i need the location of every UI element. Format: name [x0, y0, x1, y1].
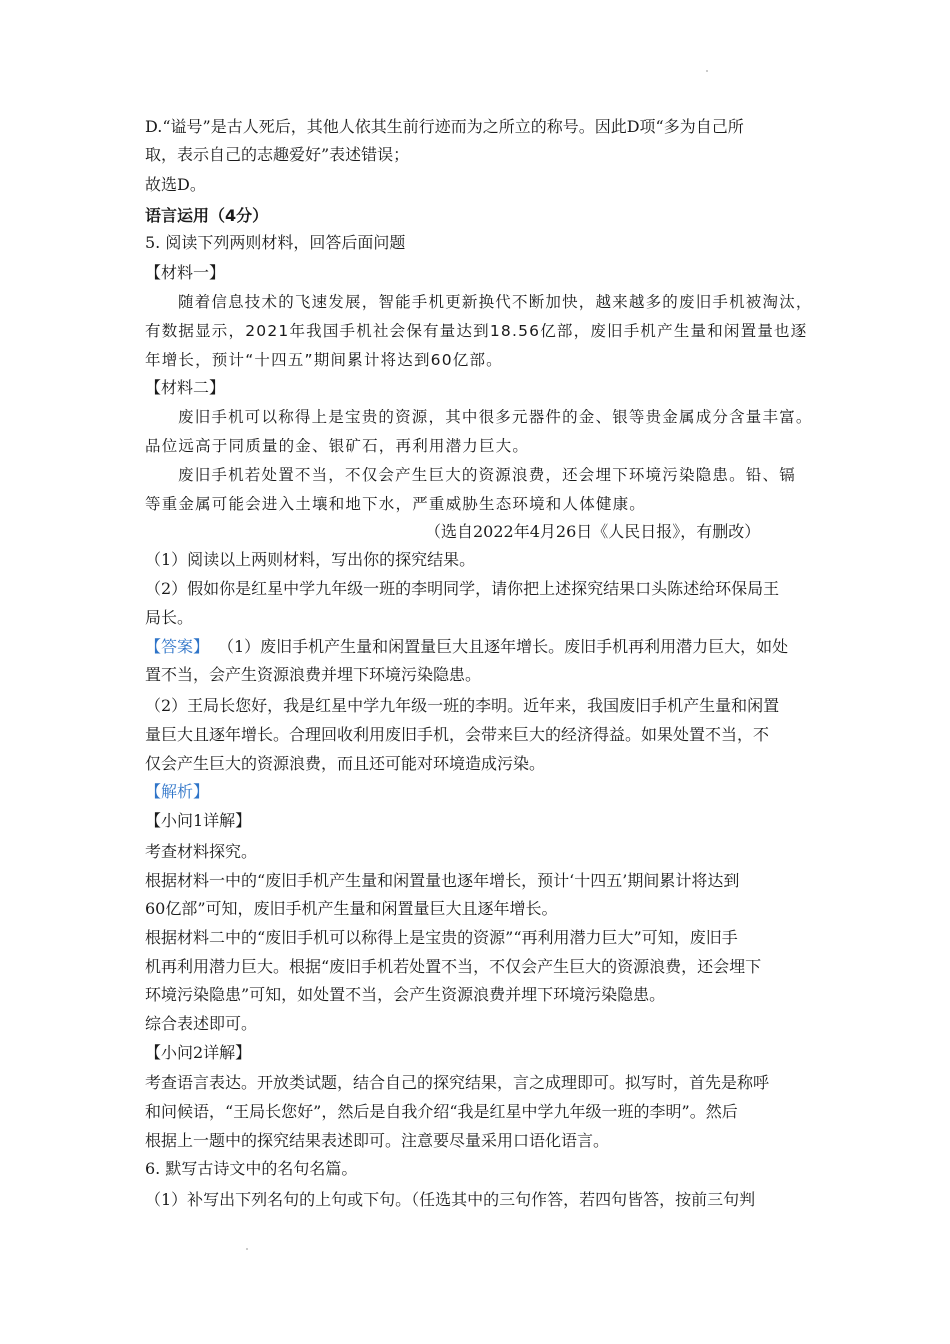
answer-text: 仅会产生巨大的资源浪费，而且还可能对环境造成污染。	[145, 754, 546, 773]
material-text: 品位远高于同质量的金、银矿石，再利用潜力巨大。	[145, 437, 530, 455]
text-line: D.“谥号”是古人死后，其他人依其生前行迹而为之所立的称号。因此D项“多为自己所	[145, 117, 744, 136]
answer-text: （1）废旧手机产生量和闲置量巨大且逐年增长。废旧手机再利用潜力巨大，如处	[218, 637, 789, 656]
sub-question: （1）阅读以上两则材料，写出你的探究结果。	[145, 550, 476, 569]
sub-question: （2）假如你是红星中学九年级一班的李明同学，请你把上述探究结果口头陈述给环保局王	[145, 579, 780, 598]
material-text: 有数据显示，2021年我国手机社会保有量达到18.56亿部，废旧手机产生量和闲置量也逐	[145, 322, 808, 340]
analysis-label: 【解析】	[145, 782, 210, 801]
material-text: 随着信息技术的飞速发展，智能手机更新换代不断加快，越来越多的废旧手机被淘汰，	[178, 293, 813, 311]
analysis-text: 和问候语，“王局长您好”，然后是自我介绍“我是红星中学九年级一班的李明”。然后	[145, 1102, 738, 1121]
analysis-text: 综合表述即可。	[145, 1014, 258, 1033]
text-line: 故选D。	[145, 175, 206, 194]
answer-label: 【答案】	[145, 637, 210, 656]
material-label: 【材料一】	[145, 263, 226, 282]
analysis-text: 根据上一题中的探究结果表述即可。注意要尽量采用口语化语言。	[145, 1131, 610, 1150]
subquestion-heading: 【小问2详解】	[145, 1043, 252, 1062]
answer-text: 置不当，会产生资源浪费并埋下环境污染隐患。	[145, 665, 482, 684]
material-text: 年增长，预计“十四五”期间累计将达到60亿部。	[145, 351, 503, 369]
material-text: 废旧手机若处置不当，不仅会产生巨大的资源浪费，还会埋下环境污染隐患。铅、镉	[178, 466, 796, 484]
footer-dot	[246, 1248, 248, 1250]
sub-question: 局长。	[145, 608, 194, 627]
section-heading: 语言运用（4分）	[145, 206, 269, 225]
analysis-text: 60亿部”可知，废旧手机产生量和闲置量巨大且逐年增长。	[145, 899, 558, 918]
sub-question: （1）补写出下列名句的上句或下句。（任选其中的三句作答，若四句皆答，按前三句判	[145, 1190, 756, 1209]
analysis-text: 考查语言表达。开放类试题，结合自己的探究结果，言之成理即可。拟写时，首先是称呼	[145, 1073, 770, 1092]
header-dot	[706, 70, 708, 72]
analysis-text: 根据材料二中的“废旧手机可以称得上是宝贵的资源”“再利用潜力巨大”可知，废旧手	[145, 928, 738, 947]
material-text: 废旧手机可以称得上是宝贵的资源，其中很多元器件的金、银等贵金属成分含量丰富。	[178, 408, 813, 426]
analysis-text: 考查材料探究。	[145, 842, 258, 861]
question-title: 5. 阅读下列两则材料，回答后面问题	[145, 233, 406, 252]
answer-text: （2）王局长您好，我是红星中学九年级一班的李明。近年来，我国废旧手机产生量和闲置	[145, 696, 780, 715]
analysis-text: 环境污染隐患”可知，如处置不当，会产生资源浪费并埋下环境污染隐患。	[145, 985, 666, 1004]
analysis-text: 机再利用潜力巨大。根据“废旧手机若处置不当，不仅会产生巨大的资源浪费，还会埋下	[145, 957, 762, 976]
material-label: 【材料二】	[145, 378, 226, 397]
material-text: 等重金属可能会进入土壤和地下水，严重威胁生态环境和人体健康。	[145, 495, 647, 513]
answer-text: 量巨大且逐年增长。合理回收利用废旧手机，会带来巨大的经济得益。如果处置不当，不	[145, 725, 770, 744]
source-citation: （选自2022年4月26日《人民日报》，有删改）	[425, 522, 761, 541]
subquestion-heading: 【小问1详解】	[145, 811, 252, 830]
text-line: 取，表示自己的志趣爱好”表述错误；	[145, 145, 410, 164]
question-title: 6. 默写古诗文中的名句名篇。	[145, 1159, 358, 1178]
analysis-text: 根据材料一中的“废旧手机产生量和闲置量也逐年增长，预计‘十四五’期间累计将达到	[145, 871, 740, 890]
